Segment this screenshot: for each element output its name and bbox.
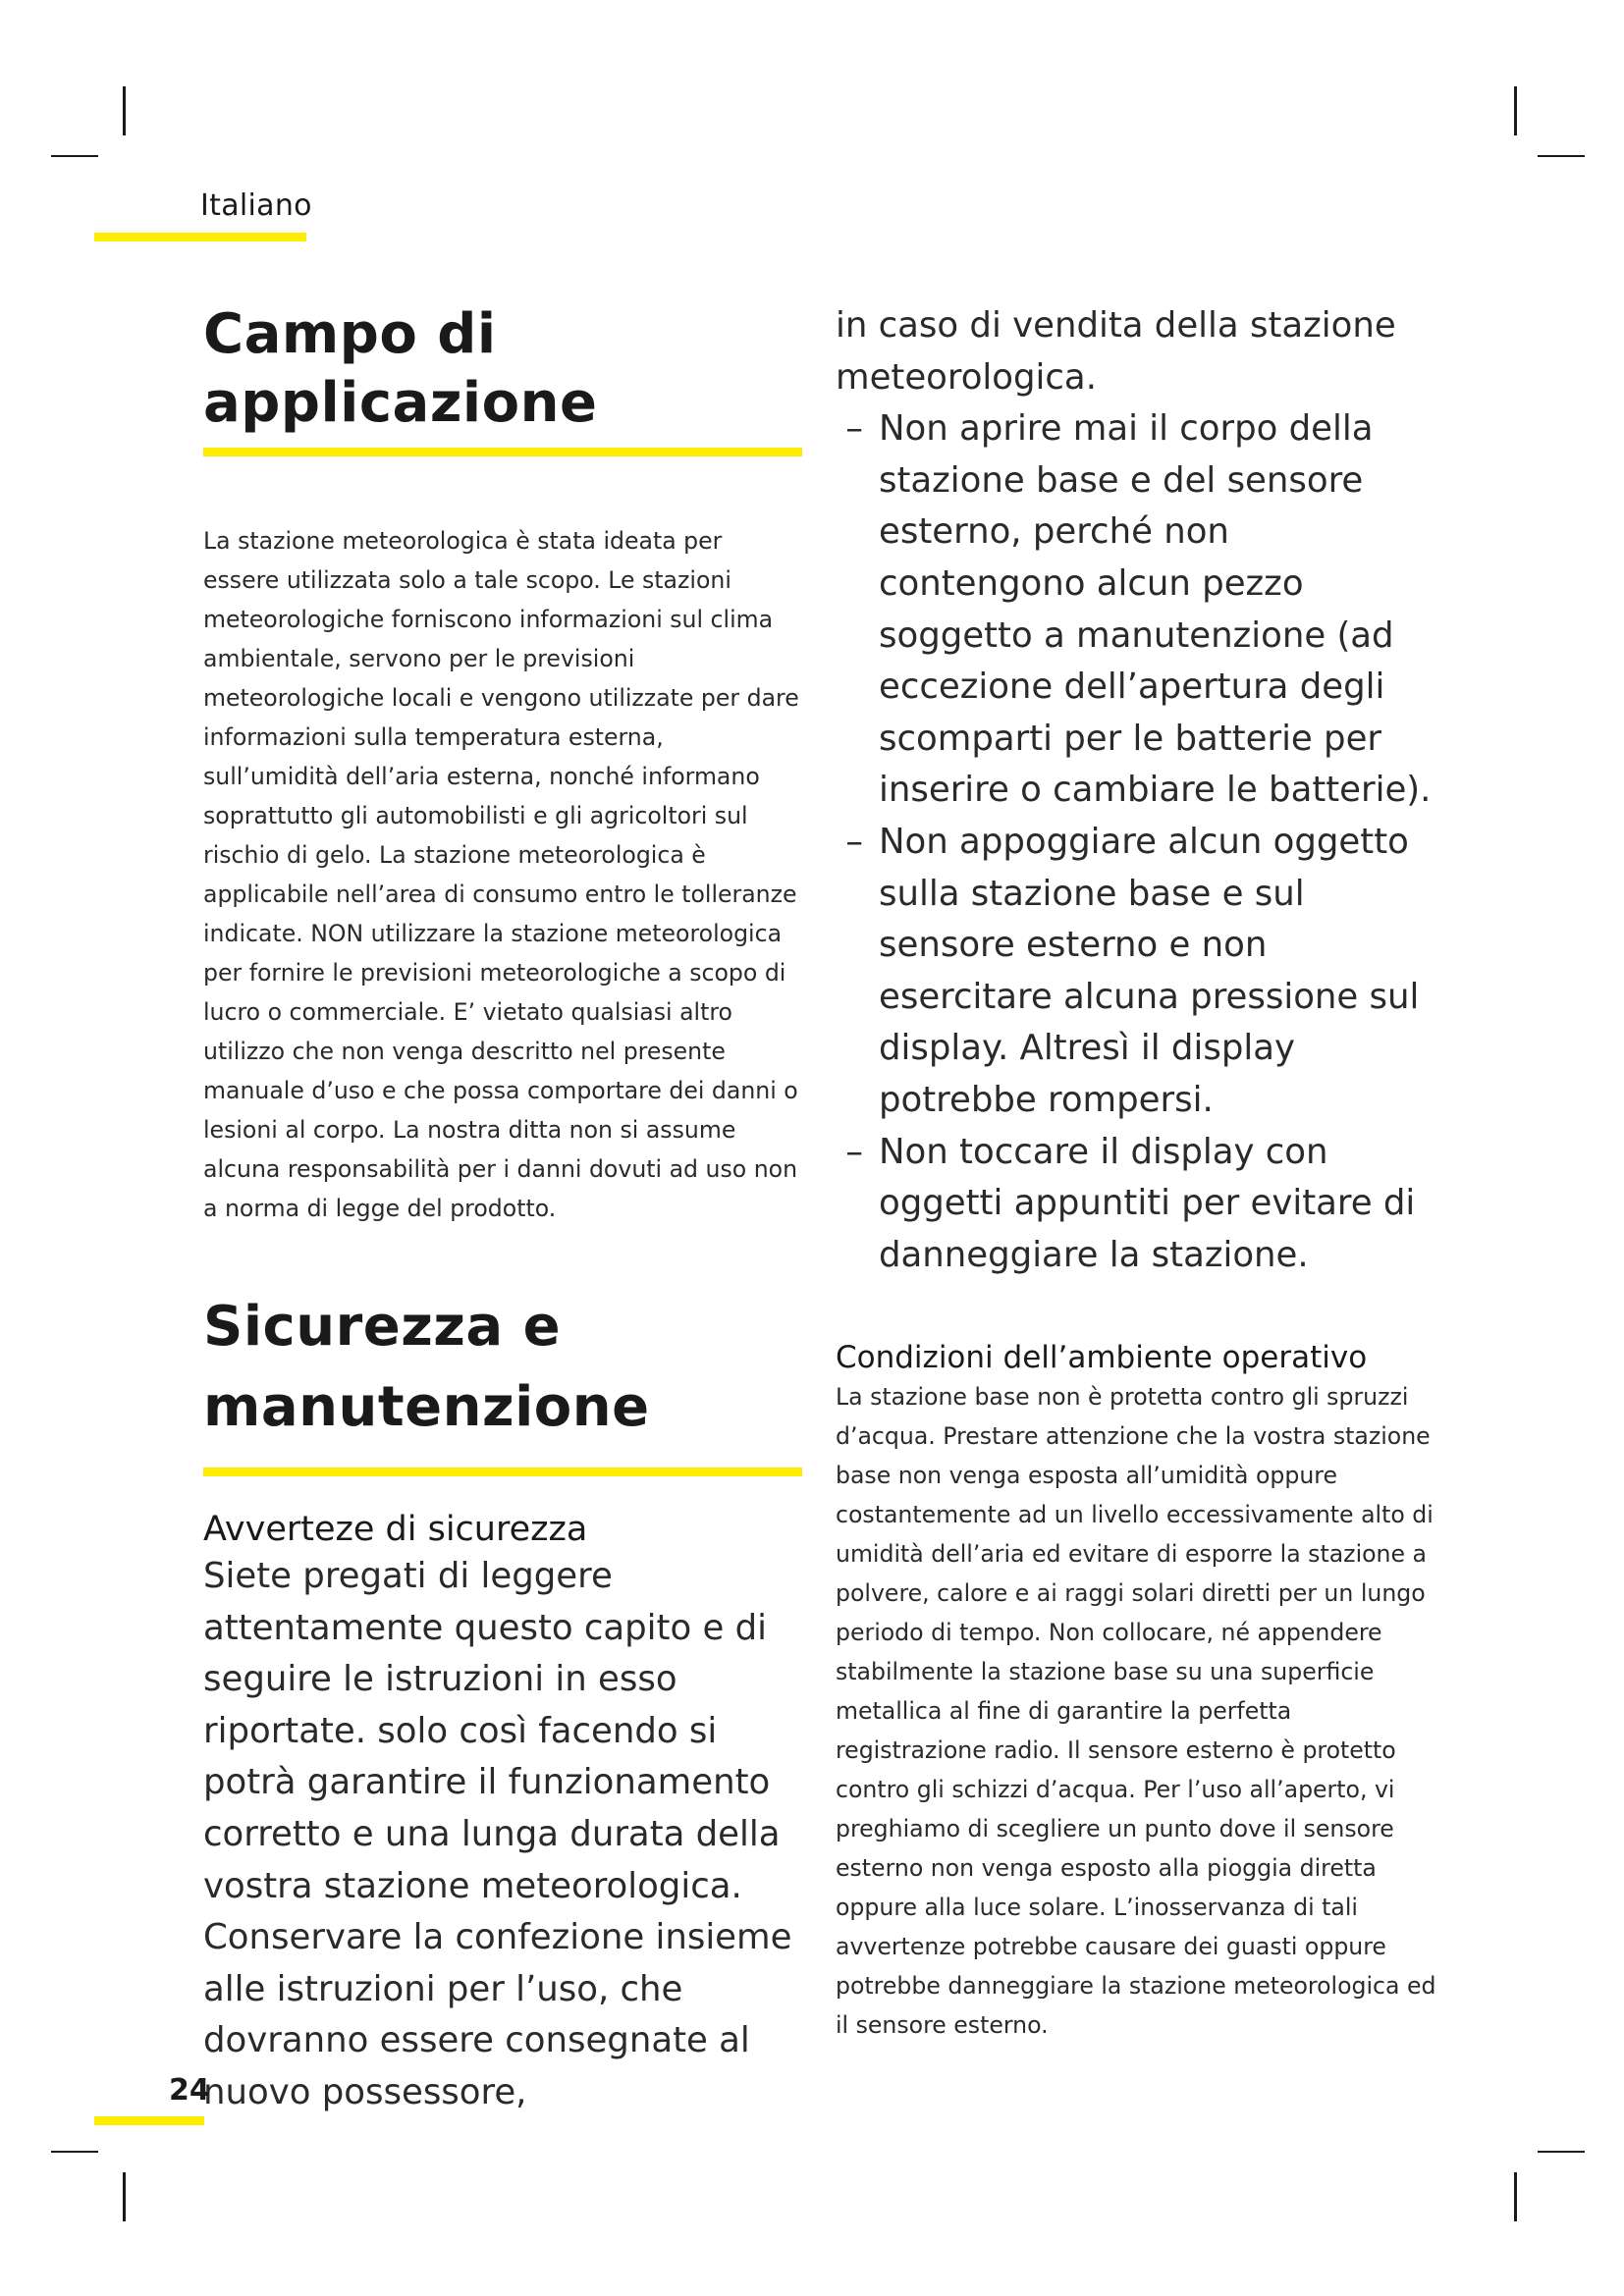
conditions-body-text: La stazione base non è protetta contro gli spruzzi d’acqua. Prestare attenzione che la vostra stazione base non venga esposta all’umidità oppure costantemente ad un livello eccessivamente alto di umidità dell’aria ed evitare di esporre la stazione a polvere, calore e ai raggi solari diretti per un lungo periodo di tempo. Non collocare, né appendere stabilmente la stazione base su una superficie metallica al fine di garantire la perfetta registrazione radio. Il sensore esterno è protetto contro gli schizzi d’acqua. Per l’uso all’aperto, vi preghiamo di scegliere un punto dove il sensore esterno non venga esposto alla pioggia diretta oppure alla luce solare. L’inosservanza di tali avvertenze potrebbe causare dei guasti oppure potrebbe danneggiare la stazione meteorologica ed il sensore esterno. [836,1383,1436,2040]
crop-mark [1538,2151,1585,2153]
list-item: – Non toccare il display con oggetti appuntiti per evitare di danneggiare la stazione. [836,1127,1444,1282]
campo-body-text: La stazione meteorologica è stata ideata per essere utilizzata solo a tale scopo. Le stazioni meteorologiche forniscono informazioni sul clima ambientale, servono per le previsioni meteorologiche locali e vengono utilizzate per dare informazioni sulla temperatura esterna, sull’umidità dell’aria esterna, nonché informano soprattutto gli automobilisti e gli agricoltori sul rischio di gelo. La stazione meteorologica è applicabile nell’area di consumo entro le tolleranze indicate. NON utilizzare la stazione meteorologica per fornire le previsioni meteorologiche a scopo di lucro o commerciale. E’ vietato qualsiasi altro utilizzo che non venga descritto nel presente manuale d’uso e che possa comportare dei danni o lesioni al corpo. La nostra ditta non si assume alcuna responsabilità per i danni dovuti ad uso non a norma di legge del prodotto. [203,527,799,1222]
language-label: Italiano [200,188,312,223]
list-item: – Non appoggiare alcun oggetto sulla stazione base e sul sensore esterno e non esercitare alcuna pressione sul display. Altresì il display potrebbe rompersi. [836,817,1444,1127]
section-title-sicurezza-line1: Sicurezza e [203,1295,562,1359]
dash-icon [845,403,873,455]
list-item: – Non aprire mai il corpo della stazione base e del sensore esterno, perché non contengono alcun pezzo soggetto a manutenzione (ad eccezione dell’apertura degli scomparti per le batterie per inserire o cambiare le batterie). [836,403,1444,817]
safety-subheading: Avverteze di sicurezza [203,1510,588,1549]
crop-mark [51,2151,98,2153]
section-title-sicurezza-line2: manutenzione [203,1375,650,1439]
page-number: 24 [169,2073,210,2108]
crop-mark [1538,155,1585,157]
section-title-campo: Campo di applicazione [203,302,598,435]
section-title-underline [203,448,802,456]
crop-mark [1514,86,1517,135]
dash-icon [845,817,873,869]
safety-body-text: Siete pregati di leggere attentamente questo capito e di seguire le istruzioni in esso riportate. solo così facendo si potrà garantire il funzionamento corretto e una lunga durata della vostra stazione meteorologica. Conservare la confezione insieme alle istruzioni per l’uso, che dovranno essere consegnate al nuovo possessore, [203,1556,792,2112]
dash-icon [845,1127,873,1179]
crop-mark [123,86,126,135]
crop-mark [1514,2172,1517,2221]
safety-body-continuation: in caso di vendita della stazione meteorologica. [836,305,1396,398]
language-underline [94,233,306,241]
left-column [203,300,802,2119]
conditions-heading: Condizioni dell’ambiente operativo [836,1340,1368,1376]
safety-bullet-list [836,403,1444,1281]
crop-mark [123,2172,126,2221]
crop-mark [51,155,98,157]
section-title-underline [203,1468,802,1476]
right-column [836,300,1444,2045]
page-number-underline [94,2116,204,2125]
